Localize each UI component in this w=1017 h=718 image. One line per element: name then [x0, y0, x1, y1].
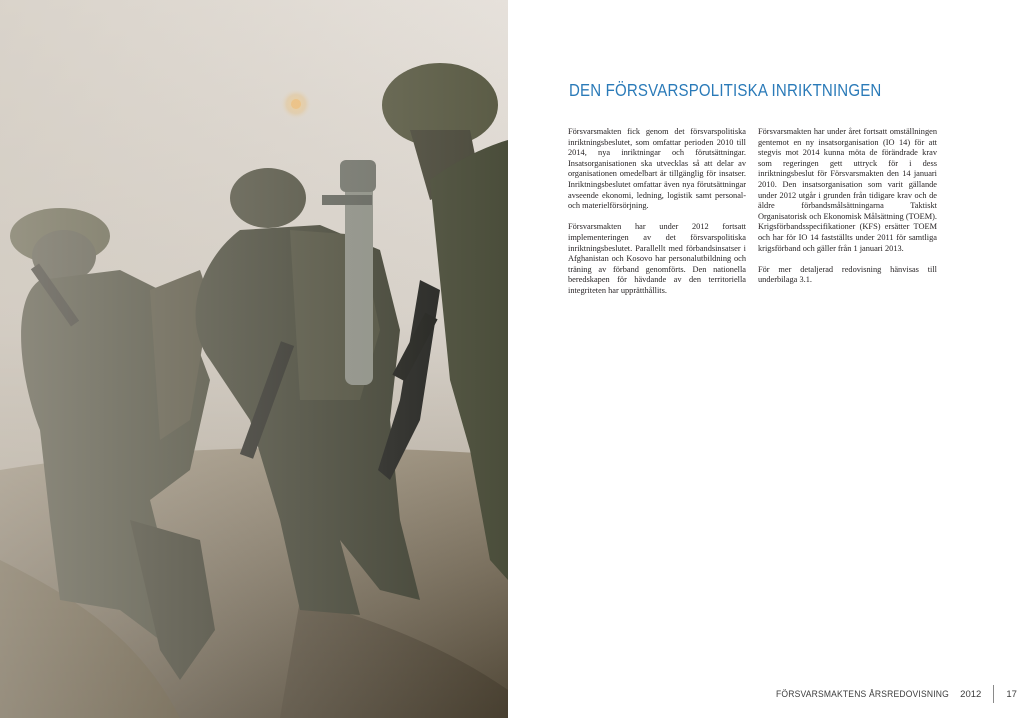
paragraph: Försvarsmakten har under 2012 fortsatt implementeringen av det försvarspolitiska inriktningsbeslutet. Parallellt med förbandsinsatser i Afghanistan och Kosovo har personalutbildning och träning av förband genomförts. Den nationella beredskapen för hävdande av den territoriella integriteten har upprätthållits. — [568, 222, 746, 295]
page-title: DEN FÖRSVARSPOLITISKA INRIKTNINGEN — [569, 80, 882, 100]
soldiers-photo — [0, 0, 508, 718]
report-title: FÖRSVARSMAKTENS ÅRSREDOVISNING — [776, 688, 949, 700]
paragraph: Försvarsmakten fick genom det försvarspolitiska inriktningsbeslutet, som omfattar perioden 2010 till 2014, nya inriktningar och förutsättningar. Insatsorganisationen ska utvecklas så att delar av organisationen omedelbart är tillgänglig för insatser. Inriktningsbeslutet omfattar även nya förutsättningar avseende ekonomi, ledning, logistik samt personal- och materielförsörjning. — [568, 127, 746, 211]
paragraph: Försvarsmakten har under året fortsatt omställningen gentemot en ny insatsorganisation (IO 14) för att stegvis mot 2014 kunna möta de förändrade krav som regeringen gett uttryck för i dess inriktningsbeslut för Försvarsmakten den 14 januari 2010. Den insatsorganisation som varit gällande under 2012 utgår i grunden från tidigare krav och de äldre förbandsmålsättningarna Taktiskt Organisatorisk och Ekonomisk Målsättning (TOEM). Krigsförbandsspecifikationer (KFS) ersätter TOEM och har för IO 14 fastställts under 2011 för samtliga krigsförband och gäller från 1 januari 2013. — [758, 127, 937, 253]
page-footer — [776, 685, 1017, 703]
report-year: 2012 — [960, 688, 982, 700]
right-column — [758, 127, 937, 297]
page-number: 17 — [1006, 688, 1017, 700]
left-column — [568, 127, 746, 307]
text-page — [508, 0, 1017, 718]
footer-divider — [993, 685, 994, 703]
paragraph: För mer detaljerad redovisning hänvisas till underbilaga 3.1. — [758, 264, 937, 285]
